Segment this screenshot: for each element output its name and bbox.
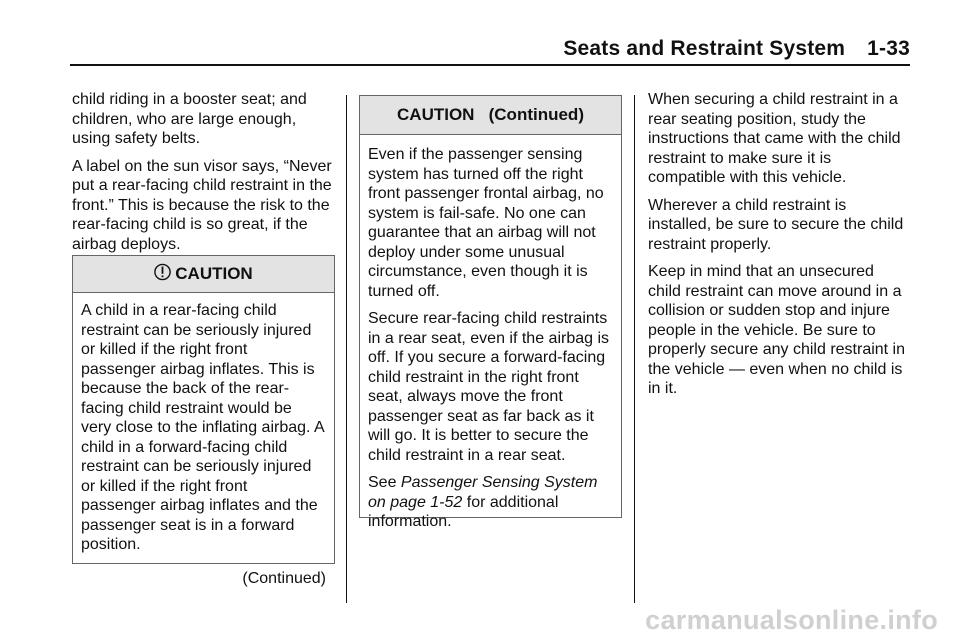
- column-divider-2: [634, 95, 635, 603]
- caution2-paragraph-2: Secure rear-facing child restraints in a rear seat, even if the airbag is off. If you secure a forward-facing child restraint in the right front seat, always move the front passenger seat as far back as it will go. It is better to secure the child restraint in a rear seat.: [368, 310, 610, 464]
- col1-paragraph-2: A label on the sun visor says, “Never put a rear-facing child restraint in the front.” This is because the risk to the rear-facing child is so great, if the airbag deploys.: [72, 157, 332, 253]
- col3-paragraph-3: Keep in mind that an unsecured child restraint can move around in a collision or sudden stop and injure people in the vehicle. Be sure to properly secure any child restraint in the vehicle — even when no child is in it.: [648, 263, 906, 397]
- caution2-paragraph-1: Even if the passenger sensing system has turned off the right front passenger frontal airbag, no system is fail-safe. No one can guarantee that an airbag will not deploy under some unusual circumstance, even though it is turned off.: [368, 146, 604, 300]
- see-text-suffix: for additional information.: [368, 493, 559, 530]
- continued-note: (Continued): [242, 569, 326, 587]
- caution-body-1: [73, 293, 334, 588]
- page-number: 1-33: [867, 37, 910, 60]
- col3-paragraph-2: Wherever a child restraint is installed, be sure to secure the child restraint properly.: [648, 196, 904, 253]
- col3-paragraph-1: When securing a child restraint in a rear seating position, study the instructions that came with the child restraint to make sure it is compatible with this vehicle.: [648, 91, 901, 186]
- cross-reference: Passenger Sensing System on page 1-52: [368, 474, 598, 511]
- caution2-paragraph-3: [368, 473, 613, 532]
- column-divider-1: [346, 95, 347, 603]
- caution1-text: A child in a rear-facing child restraint can be seriously injured or killed if the right front passenger airbag inflates. This is because the back of the rear-facing child restraint would be very close to the inflating airbag. A child in a forward-facing child restraint can be seriously injured or killed if the right front passenger airbag inflates and the passenger seat is in a forward position.: [81, 302, 324, 553]
- header-rule: [70, 64, 910, 66]
- caution-box-1: [72, 255, 335, 587]
- page-header: [563, 37, 910, 61]
- caution-box-2: [359, 95, 622, 530]
- caution-header-1: [73, 256, 334, 293]
- caution-header-2: CAUTION (Continued): [360, 96, 621, 135]
- warning-icon: [154, 263, 171, 281]
- caution-label: CAUTION: [175, 264, 253, 283]
- column-1: [72, 90, 334, 262]
- see-text: See: [368, 474, 401, 491]
- column-3: [648, 90, 910, 407]
- watermark: carmanualsonline.info: [645, 605, 938, 635]
- caution-body-2: [360, 135, 621, 532]
- col1-paragraph-1: child riding in a booster seat; and children, who are large enough, using safety belts.: [72, 91, 307, 147]
- section-title: Seats and Restraint System: [563, 37, 846, 60]
